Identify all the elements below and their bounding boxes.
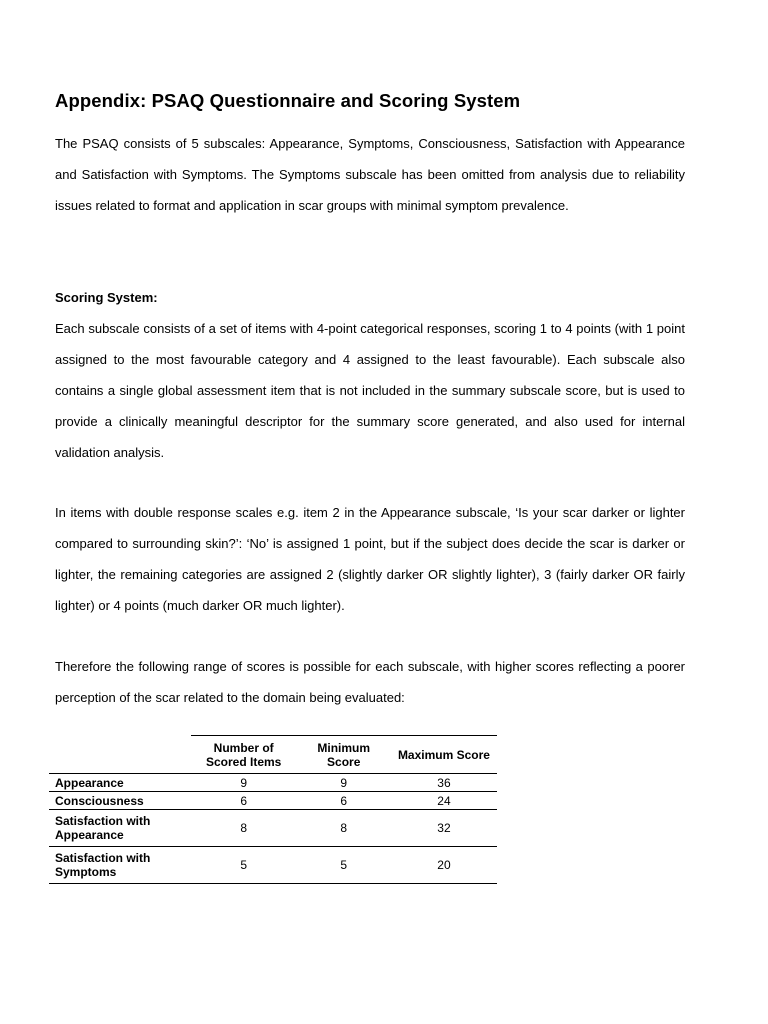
table-header-blank <box>49 736 191 774</box>
minimum-score-cell: 9 <box>296 774 390 792</box>
intro-paragraph: The PSAQ consists of 5 subscales: Appearance, Symptoms, Consciousness, Satisfaction with Appearance and Satisfaction with Symptoms. The Symptoms subscale has been omitted from analysis due to reliability issues related to format and application in scar groups with minimal symptom prevalence. <box>55 136 685 213</box>
subscale-name: Satisfaction with Appearance <box>49 810 191 847</box>
subscale-name: Appearance <box>49 774 191 792</box>
table-row <box>49 792 497 810</box>
scoring-paragraph: Each subscale consists of a set of items with 4-point categorical responses, scoring 1 to 4 points (with 1 point assigned to the most favourable category and 4 assigned to the least favourable). Each subscale also contains a single global assessment item that is not included in the summary subscale score, but is used to provide a clinically meaningful descriptor for the summary score generated, and also used for internal validation analysis. <box>55 321 685 460</box>
table-header-row <box>49 736 497 774</box>
scored-items-cell: 9 <box>191 774 297 792</box>
table-row <box>49 847 497 884</box>
minimum-score-cell: 8 <box>296 810 390 847</box>
score-range-paragraph: Therefore the following range of scores is possible for each subscale, with higher scores reflecting a poorer perception of the scar related to the domain being evaluated: <box>55 659 685 705</box>
maximum-score-cell: 20 <box>391 847 497 884</box>
scored-items-cell: 8 <box>191 810 297 847</box>
document-title: Appendix: PSAQ Questionnaire and Scoring System <box>55 90 521 111</box>
maximum-score-cell: 24 <box>391 792 497 810</box>
subscale-name: Satisfaction with Symptoms <box>49 847 191 884</box>
table-row <box>49 774 497 792</box>
scored-items-cell: 6 <box>191 792 297 810</box>
minimum-score-cell: 6 <box>296 792 390 810</box>
maximum-score-cell: 36 <box>391 774 497 792</box>
table-header-max: Maximum Score <box>391 736 497 774</box>
score-range-table <box>49 735 497 884</box>
scoring-system-heading: Scoring System: <box>55 290 158 305</box>
double-response-paragraph: In items with double response scales e.g. item 2 in the Appearance subscale, ‘Is your scar darker or lighter compared to surrounding skin?’: ‘No’ is assigned 1 point, but if the subject does decide the scar is darker or lighter, the remaining categories are assigned 2 (slightly darker OR slightly lighter), 3 (fairly darker OR fairly lighter) or 4 points (much darker OR much lighter). <box>55 505 685 613</box>
maximum-score-cell: 32 <box>391 810 497 847</box>
minimum-score-cell: 5 <box>296 847 390 884</box>
table-header-items: Number of Scored Items <box>191 736 297 774</box>
table-header-min: Minimum Score <box>296 736 390 774</box>
scored-items-cell: 5 <box>191 847 297 884</box>
table-row <box>49 810 497 847</box>
subscale-name: Consciousness <box>49 792 191 810</box>
